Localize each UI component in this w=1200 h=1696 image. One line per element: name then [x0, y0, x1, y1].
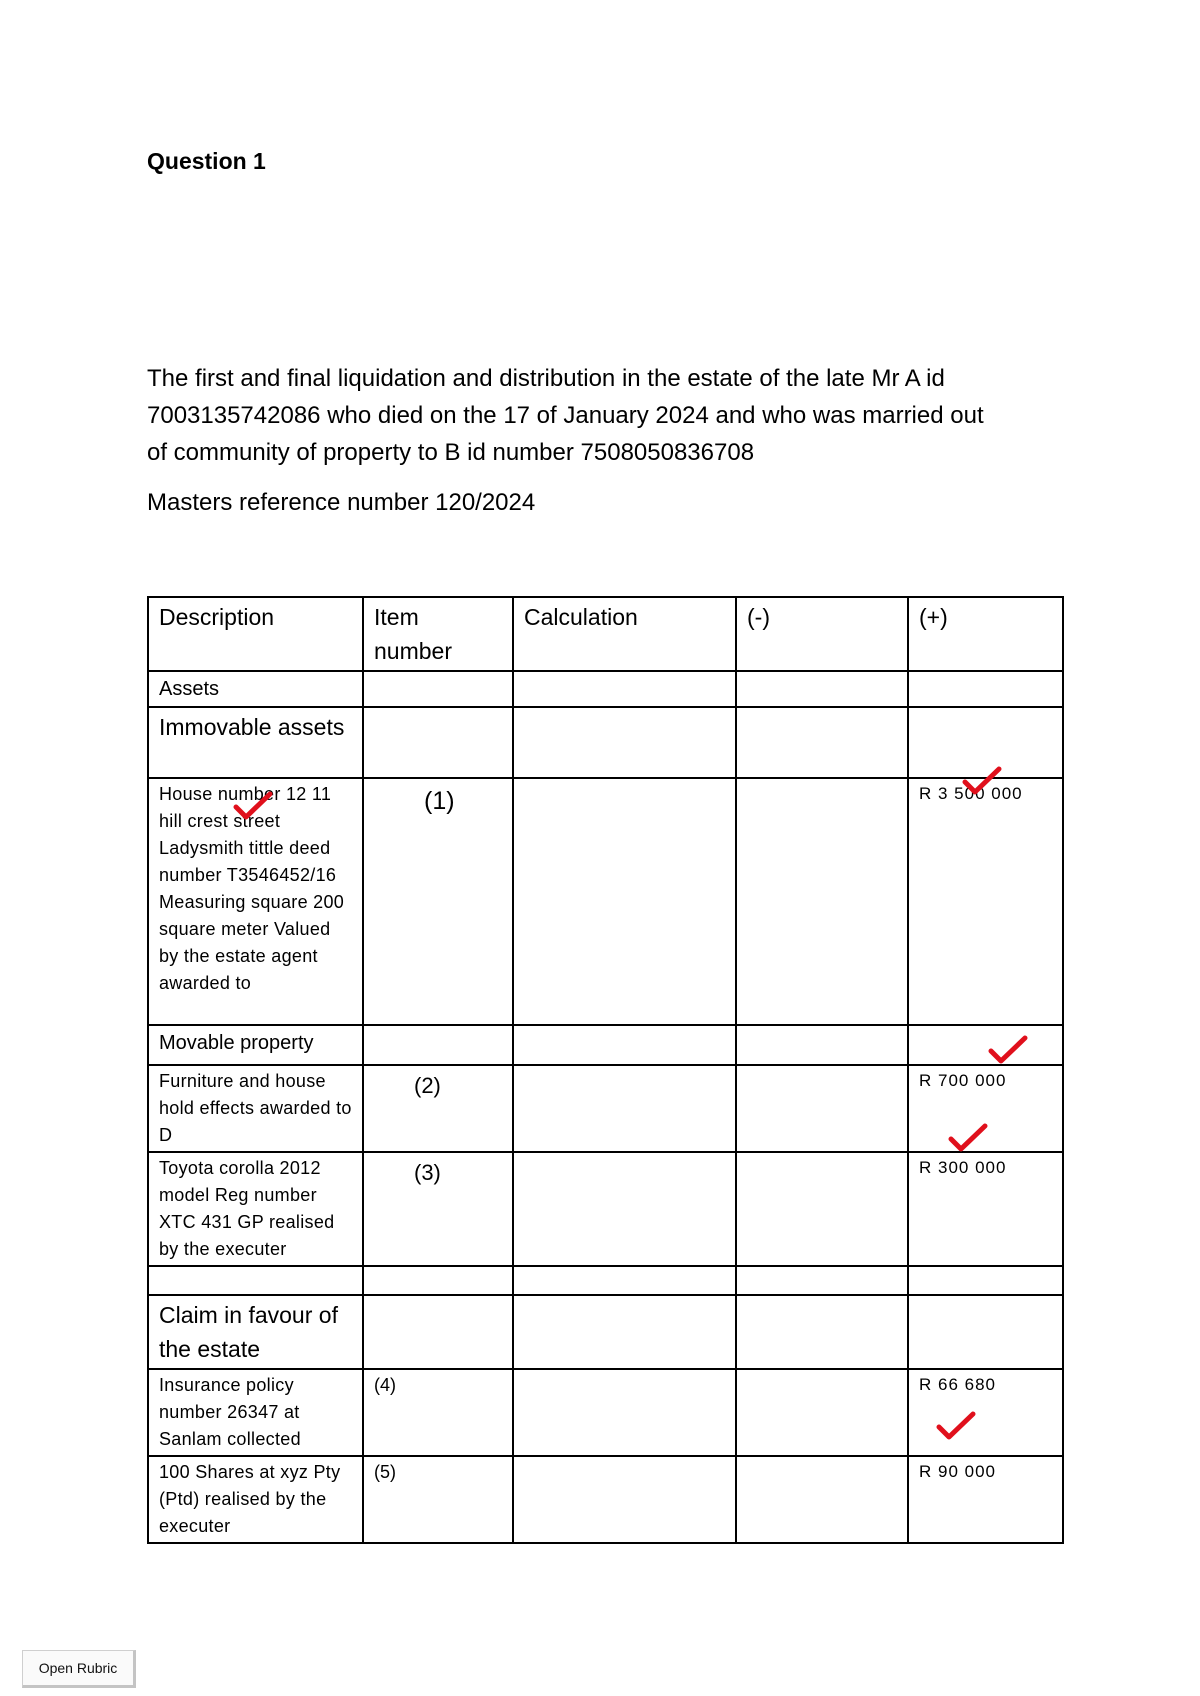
- plus-cell: [908, 1295, 1063, 1369]
- minus-cell: [736, 1152, 908, 1266]
- plus-amount-cell: R 3 500 000: [908, 778, 1063, 1025]
- checkmark-icon: [233, 790, 273, 822]
- intro-line: of community of property to B id number 7508050836708: [147, 439, 755, 466]
- table-row: [148, 671, 1063, 707]
- checkmark-icon: [948, 1122, 988, 1154]
- calc-cell: [513, 1369, 736, 1456]
- question-heading: Question 1: [147, 148, 266, 174]
- calc-cell: [513, 1065, 736, 1152]
- plus-cell: [908, 1266, 1063, 1295]
- description-cell: Toyota corolla 2012 model Reg number XTC 431 GP realised by the executer: [148, 1152, 363, 1266]
- item-cell: [363, 1295, 513, 1369]
- item-number-cell: (2): [363, 1065, 513, 1152]
- table-row: [148, 778, 1063, 1025]
- checkmark-icon: [936, 1410, 976, 1442]
- liquidation-account-table: [147, 596, 1064, 1544]
- description-cell: House number 12 11 hill crest street Ladysmith tittle deed number T3546452/16 Measuring square 200 square meter Valued by the estate agent awarded to: [148, 778, 363, 1025]
- calc-cell: [513, 707, 736, 778]
- item-number-cell: (3): [363, 1152, 513, 1266]
- calc-cell: [513, 1152, 736, 1266]
- item-number-cell: (1): [363, 778, 513, 1025]
- minus-cell: [736, 1025, 908, 1065]
- minus-cell: [736, 671, 908, 707]
- description-cell: Furniture and house hold effects awarded to D: [148, 1065, 363, 1152]
- section-label-immovable: Immovable assets: [148, 707, 363, 778]
- plus-cell: [908, 1025, 1063, 1065]
- section-label-claims: Claim in favour of the estate: [148, 1295, 363, 1369]
- item-number-cell: (4): [363, 1369, 513, 1456]
- open-rubric-button[interactable]: Open Rubric: [22, 1650, 136, 1688]
- item-cell: [363, 1266, 513, 1295]
- table-row: [148, 1266, 1063, 1295]
- calc-cell: [513, 1266, 736, 1295]
- calc-cell: [513, 671, 736, 707]
- item-cell: [363, 1025, 513, 1065]
- item-cell: [363, 707, 513, 778]
- minus-cell: [736, 1369, 908, 1456]
- table-row: [148, 707, 1063, 778]
- table-row: [148, 1152, 1063, 1266]
- minus-cell: [736, 1295, 908, 1369]
- intro-line: The first and final liquidation and distribution in the estate of the late Mr A id: [147, 365, 945, 392]
- section-label-assets: Assets: [148, 671, 363, 707]
- description-cell: Insurance policy number 26347 at Sanlam collected: [148, 1369, 363, 1456]
- minus-cell: [736, 707, 908, 778]
- table-row: [148, 1295, 1063, 1369]
- item-number-cell: (5): [363, 1456, 513, 1543]
- masters-reference: Masters reference number 120/2024: [147, 489, 536, 516]
- plus-amount-cell: R 700 000: [908, 1065, 1063, 1152]
- header-minus: (-): [736, 597, 908, 671]
- item-cell: [363, 671, 513, 707]
- minus-cell: [736, 1266, 908, 1295]
- description-cell: 100 Shares at xyz Pty (Ptd) realised by the executer: [148, 1456, 363, 1543]
- minus-cell: [736, 1065, 908, 1152]
- table-row: [148, 1025, 1063, 1065]
- calc-cell: [513, 1025, 736, 1065]
- minus-cell: [736, 1456, 908, 1543]
- table-row: [148, 1065, 1063, 1152]
- table-row: [148, 1369, 1063, 1456]
- plus-amount-cell: R 300 000: [908, 1152, 1063, 1266]
- header-item-number: Item number: [363, 597, 513, 671]
- intro-line: 7003135742086 who died on the 17 of January 2024 and who was married out: [147, 402, 984, 429]
- calc-cell: [513, 778, 736, 1025]
- intro-paragraph: [147, 360, 1077, 471]
- plus-amount-cell: R 90 000: [908, 1456, 1063, 1543]
- checkmark-icon: [962, 765, 1002, 797]
- checkmark-icon: [988, 1034, 1028, 1066]
- plus-cell: [908, 671, 1063, 707]
- calc-cell: [513, 1456, 736, 1543]
- header-description: Description: [148, 597, 363, 671]
- table-header-row: [148, 597, 1063, 671]
- calc-cell: [513, 1295, 736, 1369]
- section-label-movable: Movable property: [148, 1025, 363, 1065]
- plus-amount-cell: R 66 680: [908, 1369, 1063, 1456]
- minus-cell: [736, 778, 908, 1025]
- table-row: [148, 1456, 1063, 1543]
- header-plus: (+): [908, 597, 1063, 671]
- header-calculation: Calculation: [513, 597, 736, 671]
- description-cell: [148, 1266, 363, 1295]
